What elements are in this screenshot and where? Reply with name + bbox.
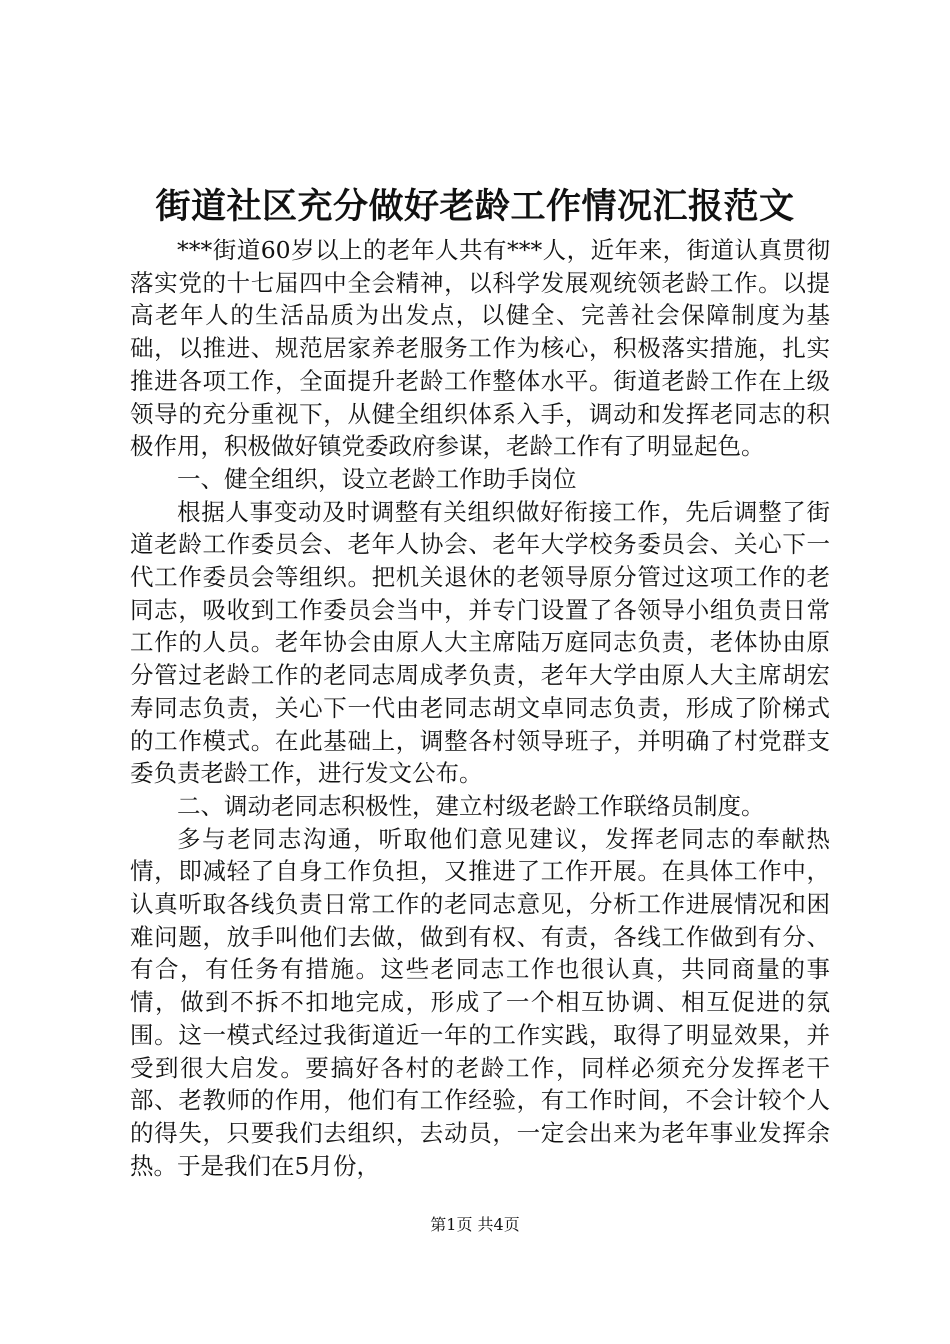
document-title: 街道社区充分做好老龄工作情况汇报范文 — [155, 186, 795, 227]
paragraph-intro: ***街道60岁以上的老年人共有***人，近年来，街道认真贯彻落实党的十七届四中全会精神，以科学发展观统领老龄工作。以提高老年人的生活品质为出发点，以健全、完善社会保障制度为基础，以推进、规范居家养老服务工作为核心，积极落实措施，扎实推进各项工作，全面提升老龄工作整体水平。街道老龄工作在上级领导的充分重视下，从健全组织体系入手，调动和发挥老同志的积极作用，积极做好镇党委政府参谋，老龄工作有了明显起色。 — [130, 236, 830, 461]
page-footer: 第1页 共4页 — [430, 1215, 520, 1234]
section-heading-1: 一、健全组织，设立老龄工作助手岗位 — [177, 464, 577, 493]
paragraph-section-2: 多与老同志沟通，听取他们意见建议，发挥老同志的奉献热情，即减轻了自身工作负担，又推进了工作开展。在具体工作中，认真听取各线负责日常工作的老同志意见，分析工作进展情况和困难问题，放手叫他们去做，做到有权、有责，各线工作做到有分、有合，有任务有措施。这些老同志工作也很认真，共同商量的事情，做到不拆不扣地完成，形成了一个相互协调、相互促进的氛围。这一模式经过我街道近一年的工作实践，取得了明显效果，并受到很大启发。要搞好各村的老龄工作，同样必须充分发挥老干部、老教师的作用，他们有工作经验，有工作时间，不会计较个人的得失，只要我们去组织，去动员，一定会出来为老年事业发挥余热。于是我们在5月份， — [130, 824, 830, 1180]
section-heading-2: 二、调动老同志积极性，建立村级老龄工作联络员制度。 — [177, 791, 765, 820]
paragraph-section-1: 根据人事变动及时调整有关组织做好衔接工作，先后调整了街道老龄工作委员会、老年人协会、老年大学校务委员会、关心下一代工作委员会等组织。把机关退休的老领导原分管过这项工作的老同志，吸收到工作委员会当中，并专门设置了各领导小组负责日常工作的人员。老年协会由原人大主席陆万庭同志负责，老体协由原分管过老龄工作的老同志周成孝负责，老年大学由原人大主席胡宏寿同志负责，关心下一代由老同志胡文卓同志负责，形成了阶梯式的工作模式。在此基础上，调整各村领导班子，并明确了村党群支委负责老龄工作，进行发文公布。 — [130, 497, 830, 788]
document-body — [130, 234, 830, 1182]
